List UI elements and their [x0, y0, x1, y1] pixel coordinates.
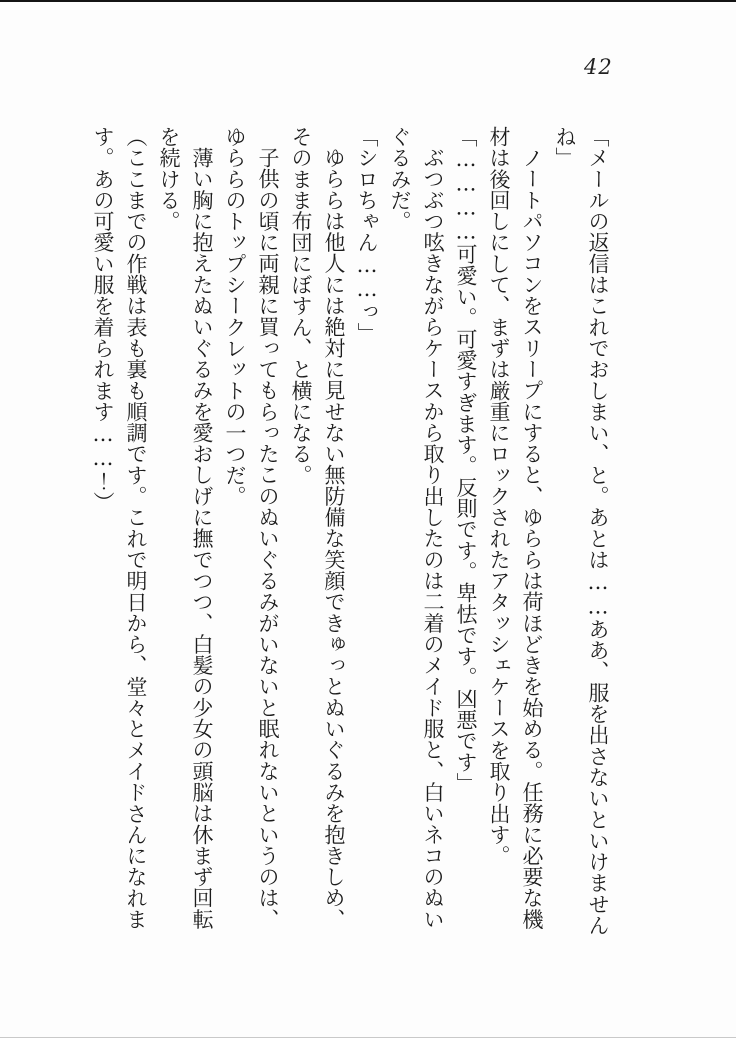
text-line: 材は後回しにして、まずは厳重にロックされたアタッシェケースを取り出す。 — [487, 126, 511, 867]
text-line: （ここまでの作戦は表も裏も順調です。これで明日から、堂々とメイドさんになれま — [124, 126, 148, 930]
text-line: ね」 — [553, 126, 577, 169]
text-line: 薄い胸に抱えたぬいぐるみを愛おしげに撫でつつ、白髪の少女の頭脳は休まず回転 — [190, 147, 214, 930]
text-line: ノートパソコンをスリープにすると、ゆららは荷ほどきを始める。任務に必要な機 — [520, 147, 544, 930]
page-top-edge — [0, 0, 736, 2]
text-line: そのまま布団にぼすん、と横になる。 — [289, 126, 313, 486]
text-line: ぶつぶつ呟きながらケースから取り出したのは二着のメイド服と、白いネコのぬい — [421, 147, 445, 930]
text-line: ぐるみだ。 — [388, 126, 412, 232]
text-line: 「…………可愛い。可愛すぎます。反則です。卑怯です。凶悪です」 — [454, 126, 478, 794]
text-line: 「シロちゃん……っ」 — [355, 126, 379, 344]
text-line: ゆららのトップシークレットの一つだ。 — [223, 126, 247, 507]
text-block — [86, 126, 614, 938]
text-line: す。あの可愛い服を着られます……！） — [91, 126, 115, 513]
text-line: 子供の頃に両親に買ってもらったこのぬいぐるみがいないと眠れないというのは、 — [256, 147, 280, 930]
text-line: 「メールの返信はこれでおしまい、と。あとは……ああ、服を出さないといけません — [586, 126, 610, 936]
text-line: ゆららは他人には絶対に見せない無防備な笑顔できゅっとぬいぐるみを抱きしめ、 — [322, 147, 346, 930]
text-line: を続ける。 — [157, 126, 181, 232]
page-number: 42 — [584, 55, 613, 79]
